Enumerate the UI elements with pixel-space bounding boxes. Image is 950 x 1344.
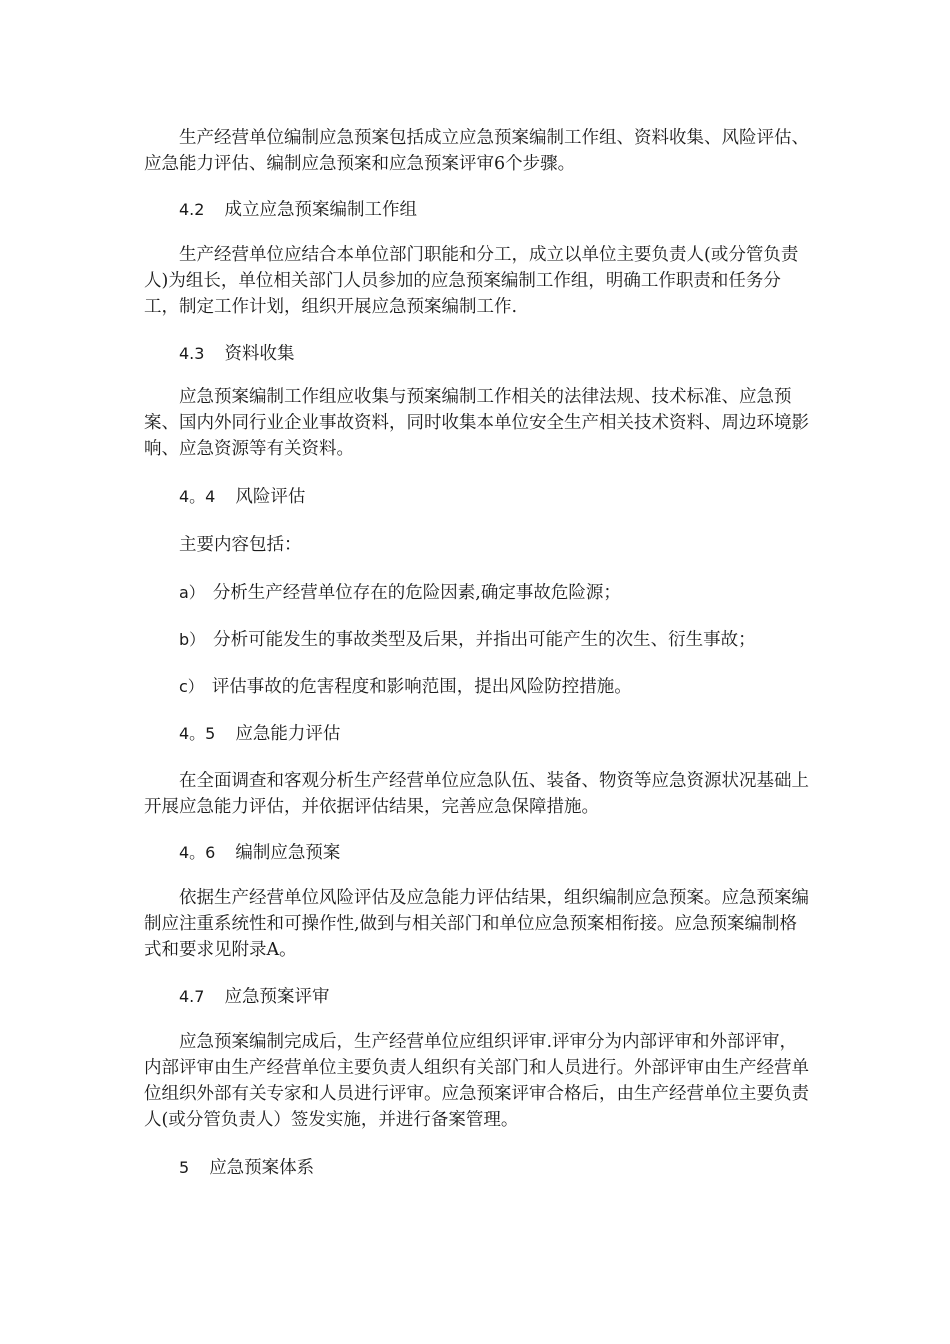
list-item xyxy=(179,674,819,700)
list-marker: c） xyxy=(179,677,204,696)
section-title: 应急预案评审 xyxy=(224,987,330,1007)
section-4-2-body: 生产经营单位应结合本单位部门职能和分工，成立以单位主要负责人(或分管负责人)为组长，单位相关部门人员参加的应急预案编制工作组，明确工作职责和任务分工，制定工作计划，组织开展应急预案编制工作. xyxy=(144,245,799,317)
section-number: 4.3 xyxy=(179,344,205,363)
section-number: 4.7 xyxy=(179,987,205,1006)
section-title: 应急预案体系 xyxy=(209,1158,315,1178)
intro-paragraph: 生产经营单位编制应急预案包括成立应急预案编制工作组、资料收集、风险评估、应急能力评估、编制应急预案和应急预案评审6个步骤。 xyxy=(144,128,809,174)
section-4-7-body: 应急预案编制完成后，生产经营单位应组织评审.评审分为内部评审和外部评审，内部评审由生产经营单位主要负责人组织有关部门和人员进行。外部评审由生产经营单位组织外部有关专家和人员进行评审。应急预案评审合格后，由生产经营单位主要负责人(或分管负责人）签发实施，并进行备案管理。 xyxy=(144,1032,809,1130)
section-4-5-heading xyxy=(179,721,340,747)
section-4-6-body: 依据生产经营单位风险评估及应急能力评估结果，组织编制应急预案。应急预案编制应注重系统性和可操作性,做到与相关部门和单位应急预案相衔接。应急预案编制格式和要求见附录A。 xyxy=(144,888,809,960)
list-text: 分析生产经营单位存在的危险因素,确定事故危险源； xyxy=(212,583,621,603)
section-number: 4。4 xyxy=(179,487,216,506)
list-text: 分析可能发生的事故类型及后果，并指出可能产生的次生、衍生事故； xyxy=(213,630,756,650)
section-4-4-heading xyxy=(179,484,305,510)
list-item xyxy=(179,627,819,653)
list-text: 评估事故的危害程度和影响范围，提出风险防控措施。 xyxy=(211,677,632,697)
section-number: 4。6 xyxy=(179,843,216,862)
section-title: 成立应急预案编制工作组 xyxy=(224,200,417,220)
section-4-3-heading xyxy=(179,341,294,367)
list-marker: b） xyxy=(179,630,206,649)
list-marker: a） xyxy=(179,583,205,602)
section-title: 应急能力评估 xyxy=(235,724,341,744)
section-4-2-heading xyxy=(179,197,417,223)
section-title: 编制应急预案 xyxy=(235,843,341,863)
section-4-7-heading xyxy=(179,984,329,1010)
section-title: 资料收集 xyxy=(224,344,295,364)
section-4-3-body: 应急预案编制工作组应收集与预案编制工作相关的法律法规、技术标准、应急预案、国内外同行业企业事故资料，同时收集本单位安全生产相关技术资料、周边环境影响、应急资源等有关资料。 xyxy=(144,387,809,459)
section-number: 5 xyxy=(179,1158,190,1177)
section-4-6-heading xyxy=(179,840,340,866)
section-title: 风险评估 xyxy=(235,487,306,507)
section-4-5-body: 在全面调查和客观分析生产经营单位应急队伍、装备、物资等应急资源状况基础上开展应急能力评估，并依据评估结果，完善应急保障措施。 xyxy=(144,771,809,817)
section-number: 4。5 xyxy=(179,724,216,743)
section-4-4-lead: 主要内容包括： xyxy=(179,535,302,555)
section-5-heading xyxy=(179,1155,314,1181)
list-item xyxy=(179,580,819,606)
section-number: 4.2 xyxy=(179,200,205,219)
